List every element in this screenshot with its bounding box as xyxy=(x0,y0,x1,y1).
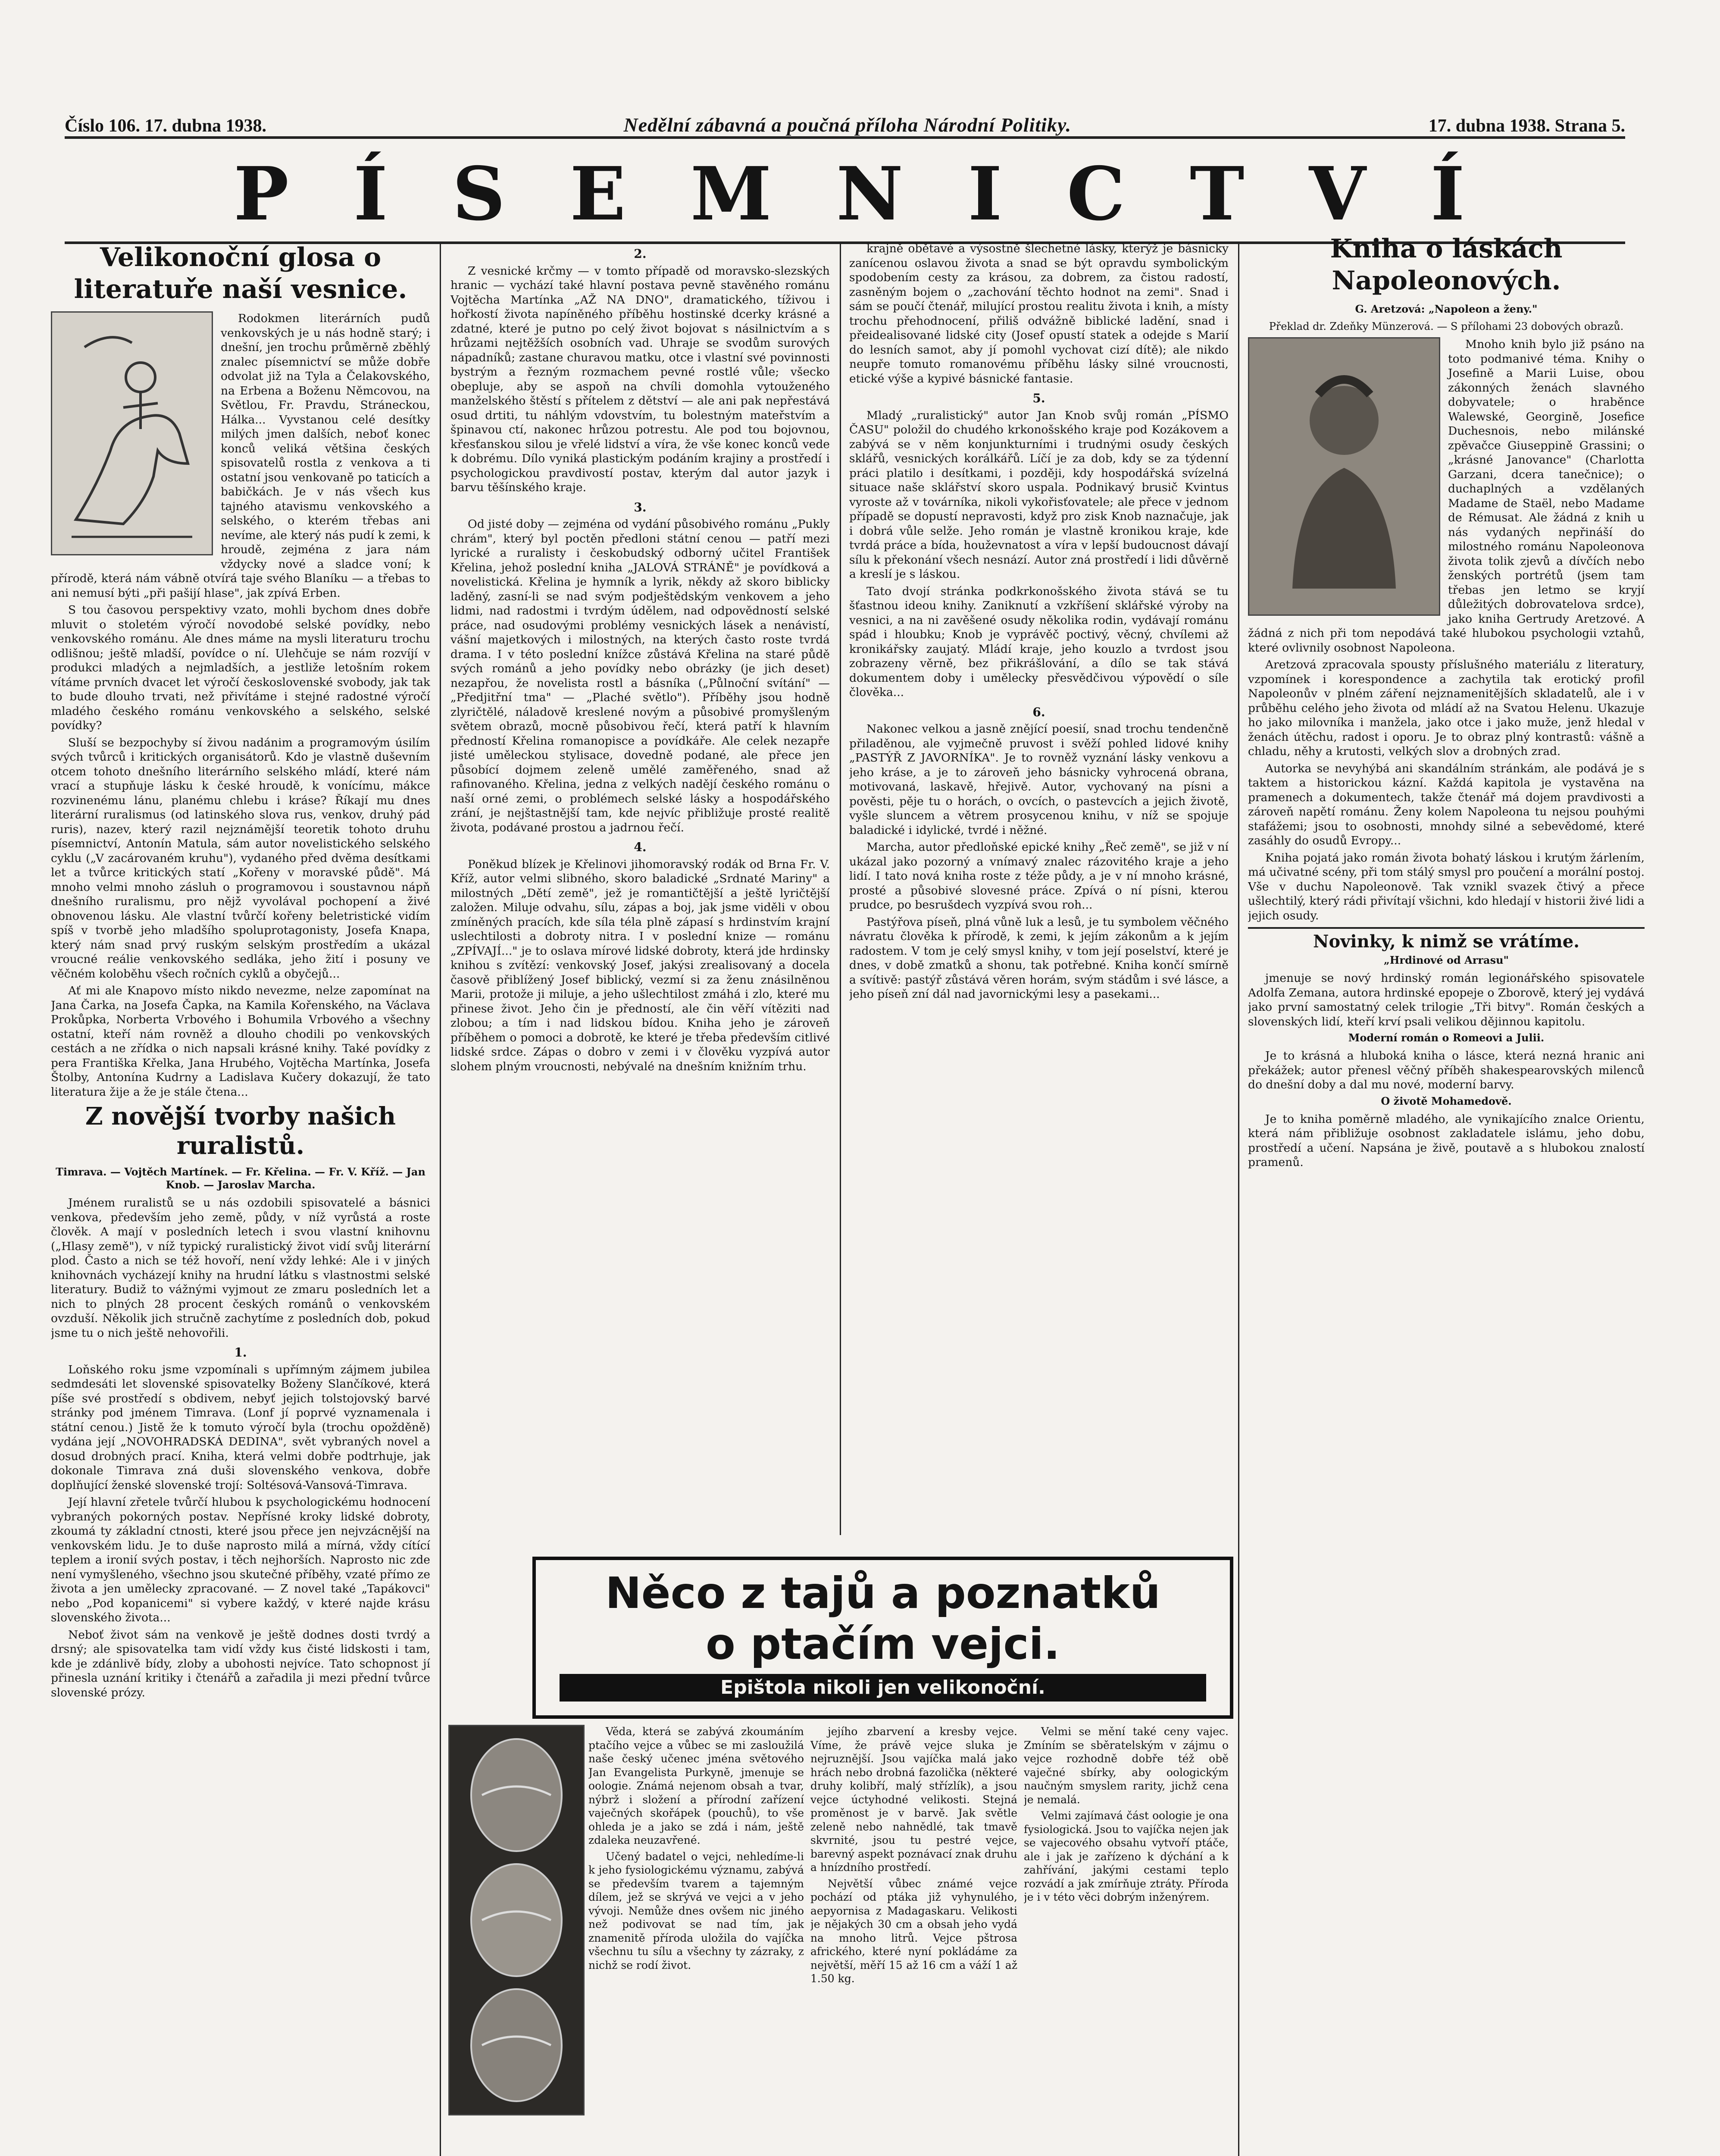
translator-note: Překlad dr. Zdeňky Münzerová. — S přílohami 23 dobových obrazů. xyxy=(1269,320,1624,332)
section-number: 6. xyxy=(1032,705,1045,719)
paragraph: Autorka se nevyhýbá ani skandálním stránkám, ale podává je s taktem a historickou kázní. Každá kapitola je vystavěna na pramenech a dokumentech, takže čtenář má dojem pravdivosti a zároveň napětí románu. Ženy kolem Napoleona tu nejsou pouhými stafážemi; jsou to osobnosti, mnohdy silné a sebevědomé, které zasáhly do osudů Evropy... xyxy=(1248,761,1645,847)
issue-info: Číslo 106. 17. dubna 1938. xyxy=(65,116,266,136)
eggs-icon xyxy=(456,1735,577,2106)
paragraph: Největší vůbec známé vejce pochází od ptáka již vyhynulého, aepyornisa z Madagaskaru. Velikosti je nějakých 30 cm a obsah jeho vydá na mnoho litrů. Vejce pštrosa afrického, které nyní pokládáme za největší, měří 15 až 16 cm a váží 1 až 1.50 kg. xyxy=(810,1877,1017,1985)
paragraph: Ať mi ale Knapovo místo nikdo nevezme, nelze zapomínat na Jana Čarka, na Josefa Čapka, na Kamila Kořenského, na Václava Prokůpka, Norberta Vrbového i Bohumila Vrbového a všechny ostatní, kteří nám rovněž a dlouho chodili po venkovských cestách a ne zřídka o nich napsali krásné knihy. Také povídky z pera Františka Křelka, Jana Hrubého, Vojtěcha Martínka, Josefa Štolby, Antonína Kudrny a Ladislava Kučery dokazují, že tato literatura žije a že je stále čtena... xyxy=(51,984,430,1099)
eggs-photo xyxy=(448,1725,585,2115)
egg-column-3 xyxy=(1024,1725,1229,2156)
box-subtitle: Epištola nikoli jen velikonoční. xyxy=(560,1674,1206,1702)
paragraph: S tou časovou perspektivy vzato, mohli bychom dnes dobře mluvit o stoletém výročí novodobé selské povídky, nebo venkovského románu. Ale dnes máme na mysli literaturu trochu odlišnou; ještě mladší, povídce o ní. Ulehčuje se nám rozvíjí v produkci mladých a nejmladších, a jestliže letošním rokem vítáme prvních dvacet let výročí československé svobody, jak tak to bude dlouho trvati, než přivítáme i stejné radostné výročí mladého českého románu venkovského a selského, selské povídky? xyxy=(51,603,430,732)
paragraph: Velmi zajímavá část oologie je ona fysiologická. Jsou to vajíčka nejen jak se vajecového obsahu vytvoří ptáče, ale i jak je zařízeno k dýchání a k zahřívání, jakými cestami teplo rozvádí a jak zmírňuje ztráty. Příroda je i v této věci dobrým inženýrem. xyxy=(1024,1809,1229,1903)
paragraph: Učený badatel o vejci, nehledíme-li k jeho fysiologickému významu, zabývá se především tvarem a tajemným dílem, jež se skrývá ve vejci a v jeho vývoji. Nemůže dnes ovšem nic jiného než podivovat se nad tím, jak znamenitě příroda uložila do vajíčka všechnu tu sílu a všechny ty zázraky, z nichž se rodí život. xyxy=(588,1850,804,1971)
egg-column-1 xyxy=(588,1725,804,2156)
news-item-title: Moderní román o Romeovi a Julii. xyxy=(1348,1031,1545,1044)
paragraph: krajně obětavé a výsostně šlechetné lásky, kterýž je básnicky zanícenou oslavou života a snad se být opravdu symbolickým spodobením cesty za krásou, za dobrem, za čistou radostí, zasněným bojem o „zachování těchto hodnot na zemi". Snad i sám se poučí čtenář, milující prostou realitu života i knih, a místy trochu přehodnocení, přiliš odvážně biblické ladění, snad i přeidealisované lidské city (Josef opustí statek a odejde s Marií do lesních samot, aby jí pomohl vychovat cizí dítě); ale nikdo neupře tomuto romanovému příběhu lásky silné vroucnosti, etické výše a kypivé básnické fantasie. xyxy=(849,242,1229,385)
news-item-title: „Hrdinové od Arrasu" xyxy=(1383,954,1509,966)
paragraph: Marcha, autor předloňské epické knihy „Řeč země", se již v ní ukázal jako pozorný a vnímavý znalec rázovitého kraje a jeho lidí. I tato nová kniha roste z téže půdy, a je v ní mnoho krásné, prosté a působivé slovesné práce. Zpívá o ní písni, kterou prudce, po besrušdech vyzpívá svou roh... xyxy=(849,840,1229,912)
page-header xyxy=(65,102,1625,139)
paragraph: Z vesnické krčmy — v tomto případě od moravsko-slezských hranic — vychází také hlavní postava pevně stavěného románu Vojtěcha Martínka „AŽ NA DNO", dramatického, tíživou i hořkostí života napíněného příběhu hostinské dcerky krásné a zdatné, které je putno po celý život bojovat s násilnictvím a s hrůzami nejtěžších osobních vad. Uhraje se svodům surových nápadníků; zastane churavou matku, otce i vlastní své povinnosti bystrým a řezným rozmachem pevné rostlé vůle; všecko obepluje, aby se aspoň na chvíli domohla vytouženého manželského štěstí s přítelem z dětství — ale ani pak nepřestává osud drtiti, tu náhlým vdovstvím, tu bolestným mateřstvím a špinavou ctí, nakonec hrůzou potrestu. Ale pod tou bojovnou, křesťanskou silou je vřelé lidství a víra, že vše konec konců vede k dobrému. Dílo vyniká plastickým podáním krajiny a prostředí i psychologickou pravdivostí postav, kterým dal autor jazyk i barvu těšínského kraje. xyxy=(450,264,830,494)
paragraph: Neboť život sám na venkově je ještě dodnes dosti tvrdý a drsný; ale spisovatelka tam vidí vždy kus čisté lidskosti i tam, kde je zdánlivě bídy, zloby a ubohosti nejvíce. Tato schopnost jí přinesla uznání kritiky i čtenářů a zařadila ji mezi přední tvůrce slovenské prózy. xyxy=(51,1628,430,1699)
date-page: 17. dubna 1938. Strana 5. xyxy=(1428,116,1625,136)
paragraph: Věda, která se zabývá zkoumáním ptačího vejce a vůbec se mi zasloužilá naše český učenec jména světového Jan Evangelista Purkyně, jmenuje se oologie. Známá nejenom obsah a tvar, nýbrž i složení a přírodní zařízení vaječných skořápek (pouchů), to vše ohleda je a jako se zdá i nám, ještě zdaleka neuzavřené. xyxy=(588,1725,804,1846)
paragraph: Sluší se bezpochyby sí živou nadánim a programovým úsilím svých tvůrců i kritických organisátorů. Kdo je vlastně duševním otcem tohoto dnešního literárního selského mládí, které nám vrací a stupňuje lásku k české hroudě, k vonícímu, mákce rozvinenému lánu, planému chlebu i kráse? Říkají mu dnes literární ruralismus (od latinského slova rus, venkov, druhý pád ruris), nazev, který razil nejznámější teoretik tohoto druhu písemnictví, Antonín Matula, sám autor novelistického selského cyklu („V zacárovaném kruhu"), vydaného před dvěma desítkami let a tvůrce kritických statí „Kořeny v moravské půdě". Má mnoho velmi mnoho zásluh o programovou i soustavnou nápň dnešního ruralismu, pro nějž vyvolával pochopení a živé obnovenou lásku. Ale vlastní tvůrčí kořeny beletristické vidím spíš v tvorbě jeho mladšího spoluprotagonisty, Josefa Knapa, který nám snad prvý ruským selským prostředím a ukázal vroucné reálie venkovského sedláka, jeho žití i posuny ve věčném koloběhu všech ročních cyklů a obyčejů... xyxy=(51,736,430,981)
paragraph: Loňského roku jsme vzpomínali s upřímným zájmem jubilea sedmdesáti let slovenské spisovatelky Boženy Slančíkové, která píše své prostředí s obdivem, nebyť jejich tolstojovský barvé stránky pod jménem Timrava. (Lonf jí poprvé vyznamenala i státní cenou.) Jistě že k tomuto výročí byla (trochu opožděně) vydána její „NOVOHRADSKÁ DEDINA", svět vybraných novel a dosud drobných prací. Kniha, která velmi dobře podtrhuje, jak dokonale Timrava zná duši slovenského venkova, dobře doplňující ženské slovenské trojí: Soltésová-Vansová-Timrava. xyxy=(51,1363,430,1492)
box-title-line-2: o ptačím vejci. xyxy=(706,1619,1060,1669)
section-masthead: PÍSEMNICTVÍ xyxy=(233,151,1529,237)
paragraph: jmenuje se nový hrdinský román legionářského spisovatele Adolfa Zemana, autora hrdinské epopeje o Zborově, který jej vydává jako první samostatný celek trilogie „Tři bitvy". Román českých a slovenských lidí, kteří krví psali velikou dějinnou kapitolu. xyxy=(1248,971,1645,1028)
paragraph: Mnoho knih bylo již psáno na toto podmanivé téma. Knihy o Josefině a Marii Luise, obou zákonných ženách slavného dobyvatele; o hraběnce Walewské, Georgině, Josefice Duchesnois, nebo milánské zpěvačce Giuseppině Grassini; o „krásné Janovance" (Charlotta Garzani, dcera tanečnice); o duchaplných a vzdělaných Madame de Staël, nebo Madame de Rémusat. Ale žádná z knih u nás vydaných nepřináší do milostného románu Napoleonova života tolik zjevů a dívčích nebo ženských portrétů (jsem tam třebas jen letmo se kryjí důležitých dobrovatelova srdce), jako kniha Gertrudy Aretzové. A žádná z nich při tom nepodává také hlubokou psychologii vztahů, které ovlivnily osobnost Napoleona. xyxy=(1248,338,1645,655)
paragraph: Je to kniha poměrně mladého, ale vynikajícího znalce Orientu, která nám přibližuje osobnost zakladatele islámu, jeho dobu, prostředí a učení. Napsána je živě, poutavě a s hlubokou znalostí pramenů. xyxy=(1248,1112,1645,1169)
column-divider xyxy=(840,241,841,1535)
column-1 xyxy=(51,241,430,2156)
author-list: Timrava. — Vojtěch Martínek. — Fr. Křelina. — Fr. V. Kříž. — Jan Knob. — Jaroslav Marcha. xyxy=(56,1166,425,1191)
napoleon-portrait xyxy=(1248,337,1440,616)
paragraph: Jménem ruralistů se u nás ozdobili spisovatelé a básnici venkova, především jeho země, půdy, v níž vyrůstá a roste člověk. A mají v posledních letech i svou vlastní knihovnu („Hlasy země"), v níž typický ruralistický život vidí svůj literární plod. Často a nich se též hovoří, není vždy lehké: Ale i v jiných knihovnách vycházejí knihy na hrudní látku s vlastnostmi selské literatury. Budiž to vážnými vyjmout ze zmaru posledních let a nich to plných 28 procent českých románů o venkovském ovzduší. Několik jich stručně zachytíme z posledních dob, pokud jsme tu o nich ještě nehovořili. xyxy=(51,1196,430,1340)
paragraph: Pastýřova píseň, plná vůně luk a lesů, je tu symbolem věčného návratu člověka k přírodě, k zemi, k jejím zákonům a k jejím radostem. V tom je celý smysl knihy, v tom její poselství, které je dnes, v době zmatků a shonu, tak potřebné. Kniha končí smírně a svítivě: pastýř zůstává věren horám, svým stádům i své lásce, a jeho píseň zní dál nad javornickými lesy a pasekami... xyxy=(849,915,1229,1001)
column-4 xyxy=(1248,224,1645,2156)
paragraph: Je to krásná a hluboká kniha o lásce, která nezná hranic ani překážek; autor přenesl věčný příběh shakespearovských milenců do dnešní doby a dal mu nové, moderní barvy. xyxy=(1248,1049,1645,1091)
section-divider xyxy=(1248,927,1645,929)
paragraph: Od jisté doby — zejména od vydání působivého románu „Pukly chrám", který byl poctěn předloni státní cenou — patří mezi lyrické a ruralisty i českobudský odborný učitel František Křelina, jehož poslední kniha „JALOVÁ STRÁNĚ" je povídková a novelistická. Křelina je hymník a lyrik, někdy až skoro biblicky laděný, zasní-li se nad svým podještědským venkovem a jeho lidmi, nad radostmi i tvrdým údělem, nad odpovědností selské práce, nad osudovými problémy vesnických lásek a nenávistí, vášní majetkových i milostných, na kterých často roste tvrdá drama. I v této poslední knížce zůstává Křelina na staré půdě svých románů a jeho povídky nebo obrázky (je jich deset) nezapřou, že novelista rostl a básníka („Půlnoční svítání" — „Předjitřní tma" — „Plaché světlo"). Příběhy jsou hodně zlyričtělé, náladově kreslené novým a působivé promyšleným světem obrazů, mocně působivou řečí, která patří k hlavním předností Křelina romanopisce a povídkáře. Ale celek nezapře jisté uměleckou stylisace, dovedně podané, ale přece jen působící dojmem zeleně umělé zaměřeného, snad až rafinovaného. Křelina, jedna z velkých nadějí českého románu o naší orné zemi, o problémech selské lásky a hospodářského zrání, je nejštastnější tam, kde nejvíc přibližuje prosté realitě života, podávané prostou a jadrnou řečí. xyxy=(450,517,830,834)
egg-article-title-box xyxy=(532,1557,1233,1719)
section-number: 4. xyxy=(634,840,647,854)
news-heading: Novinky, k nimž se vrátíme. xyxy=(1313,931,1580,952)
paragraph: Nakonec velkou a jasně znějící poesií, snad trochu tendenčně přiladěnou, ale vyjmečně pruvost i svěží pohled lidové knihy „PASTÝŘ Z JAVORNÍKA". Je to rovněž vyznání lásky venkovu a jeho kráse, a je to zároveň jeho básnicky vyhrocená obrana, motivovaná, laskavě, hřejivě. Autor, vychovaný na písni a pověsti, pěje tu o horách, o ovcích, o pastevcích a jejich životě, vyšle sluncem a větrem prosycenou knihu, v níž se spojuje baladické i idylické, tvrdé i něžné. xyxy=(849,722,1229,837)
book-byline: G. Aretzová: „Napoleon a ženy." xyxy=(1355,303,1538,315)
section-number: 3. xyxy=(634,500,647,514)
paragraph: Aretzová zpracovala spousty příslušného materiálu z literatury, vzpomínek i korespondence a zachytila tak erotický profil Napoleonův v plném záření nejznamenitějších skladatelů, ale i v průběhu celého jeho života od mládí až na Svatou Helenu. Ukazuje ho jako milovníka i manžela, jako otce i jako muže, jenž hledal v ženách útěchu, radost i oporu. Je to obraz plný kontrastů: vášně a chladu, něhy a krutosti, velkých slov a drobných zrad. xyxy=(1248,658,1645,758)
paragraph: Rodokmen literárních pudů venkovských je u nás hodně starý; i dnešní, jen trochu průměrně zběhlý znalec písemnictví se může dobře odvolat již na Tyla a Čelakovského, na Erbena a Boženu Němcovou, na Světlou, Fr. Pravdu, Stráneckou, Hálka... Vyvstanou celé desítky milých jmen dalších, neboť konec konců veliká většina českých spisovatelů rostla z venkova a ti ostatní jsou venkovaně po taticích a babičkách. Je v nás všech kus tajného atavismu venkovského a selského, o kterém třebas ani nevíme, ale který nás pudí k zemi, k hroudě, zejména z jara nám vždycky nové a sladce voní; k přírodě, která nám vábně otvírá taje svého Blaníku — a třebas to ani nemusí býti „při pašijí hlase", jak zpívá Erben. xyxy=(51,312,430,600)
rider-illustration xyxy=(51,311,213,555)
paragraph: Poněkud blízek je Křelinovi jihomoravský rodák od Brna Fr. V. Kříž, autor velmi slibného, skoro baladické „Srdnaté Mariny" a milostných „Dětí země", jež je romantičtější a ještě lyričtější založen. Miluje odvahu, sílu, zápas a boj, jak jsme viděli v obou zmíněných pracích, kde síla téla plně zápasí s hrdinstvím krajní uslechtilosti a dobroty nitra. I v poslední knize — románu „ZPÍVAJÍ..." je to oslava mírové lidské dobroty, která jde hrdinsky knihou s zvítězí: venkovský Josef, jakýsi zrealisovaný a docela časově přiblížený Josef biblický, vezmí si za ženu znásilněnou Marii, protože ji miluje, a jeho ušlechtilost zmáhá i zlo, které mu přinese život. Jeho čin je předností, ale čin věří vítěziti nad zlobou; a tím i nad lidskou bídou. Kniha jeho je zároveň příběhem o pomoci a dobrotě, ke které je třeba především citlivé lidské srdce. Zápas o dobro v zemi i v člověku vyzpívá autor slohem plným vroucnosti, nebývalé na dnešním knižním trhu. xyxy=(450,857,830,1073)
paragraph: jejího zbarvení a kresby vejce. Víme, že právě vejce sluka je nejruznější. Jsou vajíčka malá jako hrách nebo drobná fazolička (některé druhy kolibří, malý střízlík), a jsou vejce úctyhodné velikosti. Stejná proměnost je v barvě. Jak světle zeleně nebo nahnědlé, tak tmavě skvrnité, jsou tu pestré vejce, barevný aspekt poznávací znak druhu a hnízdního prostředí. xyxy=(810,1725,1017,1874)
news-item-title: O životě Mohamedově. xyxy=(1381,1094,1512,1107)
paragraph: Mladý „ruralistický" autor Jan Knob svůj román „PÍSMO ČASU" položil do chudého krkonošského kraje pod Kozákovem a zabývá se v něm konjunkturními i trudnými osudy českých sklářů, vesnických korálkářů. Líčí je za dob, kdy se za týdenní práci platilo i desítkami, i později, kdy hospodářská svízelná situace naše sklářství skoro uspala. Podnikavý brusič Kvintus vyroste až v továrníka, nikoli vykořisťovatele; ale přece v jednom případě se dopustí nepravosti, když pro zisk Knob naznačuje, jak i dobrá vůle selže. Jeho román je vlastně kronikou kraje, kde tvrdá práce a bída, houževnatost a víra v lepší budoucnost dávají sílu k překonání všech nesnází. Autor zná prostředí i lidi důvěrně a kreslí je s láskou. xyxy=(849,408,1229,581)
paragraph: Její hlavní zřetele tvůrčí hlubou k psychologickému hodnocení vybraných pokorných postav. Nepřísné kroky lidské dobroty, zkoumá ty základní ctnosti, které jsou přece jen nejvzácnější na venkovském lidu. Je to duše naprosto milá a mírná, vždy cítící teplem a ironií svých postav, i těch nejhorších. Naprosto nic zde není vymyšleného, všechno jsou skutečné příběhy, vzaté přímo ze života a jen umělecky zpracované. — Z novel také „Tapákovci" nebo „Pod kopanicemi" si vybere každý, v které najde krásu slovenského života... xyxy=(51,1495,430,1624)
article-title: Kniha o láskách Napoleonových. xyxy=(1330,234,1563,296)
box-title-line-1: Něco z tajů a poznatků xyxy=(605,1568,1160,1618)
paragraph: Velmi se mění také ceny vajec. Zmíním se sběratelským v zájmu o vejce rozhodně dobře též obě vaječné sbírky, aby oologickým naučným smyslem rarity, jichž cena je nemalá. xyxy=(1024,1725,1229,1806)
column-divider xyxy=(1238,241,1239,2156)
section-number: 1. xyxy=(234,1345,247,1360)
column-divider xyxy=(440,241,441,2156)
article-title: Velikonoční glosa o literatuře naší vesnice. xyxy=(74,242,407,304)
column-2 xyxy=(450,241,830,1535)
column-3 xyxy=(849,241,1229,1535)
egg-column-2 xyxy=(810,1725,1017,2156)
horse-rider-icon xyxy=(59,321,205,545)
paragraph: Tato dvojí stránka podkrkonošského života stává se tu šťastnou ideou knihy. Zaniknutí a vzkříšení sklářské výroby na vesnici, a na ni zavěšené osudy několika rodin, vydávají románu spád i hloubku; Knob je vyprávěč poctivý, věcný, chvílemi až kronikářsky zaujatý. Mládí kraje, jeho kouzlo a tvrdost jsou zobrazeny věrně, bez přikrášlování, a dílo se tak stává dokumentem doby i umělecky přesvědčivou výpovědí o síle člověka... xyxy=(849,584,1229,699)
supplement-title: Nedělní zábavná a poučná příloha Národní Politiky. xyxy=(623,114,1072,136)
section-number: 2. xyxy=(634,247,647,261)
section-number: 5. xyxy=(1032,391,1045,405)
portrait-icon xyxy=(1258,347,1430,606)
article-title: Z novější tvorby našich ruralistů. xyxy=(85,1102,396,1160)
paragraph: Kniha pojatá jako román života bohatý láskou i krutým žárlením, má učivatné scény, při tom stálý smysl pro poučení a morální postoj. Vše v duchu Napoleonově. Tak vznikl svazek čtivý a přece ušlechtilý, který rádi přivítají všichni, kdo hledají v historii živé lidi a jejich osudy. xyxy=(1248,851,1645,922)
